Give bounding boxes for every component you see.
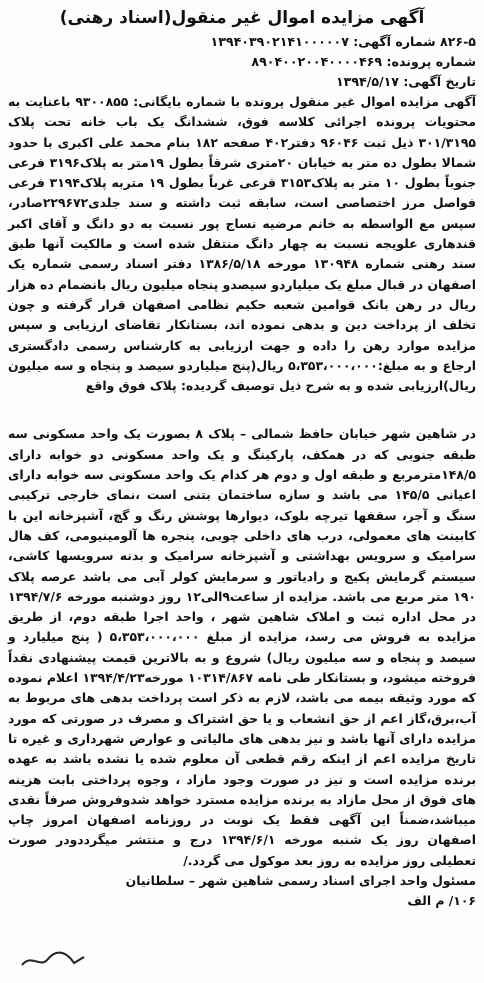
notice-paragraph-1: آگهی مزایده اموال غیر منقول پرونده با شماره بایگانی: ۹۳۰۰۸۵۵ باعنایت به محتویات پرونده اجرائی کلاسه فوق، ششدانگ یک باب خانه تحت پلاک ۳۰۱/۳۱۹۵ ذیل ثبت ۹۶۰۴۶ دفتر۴۰۲ صفحه ۱۸۲ بنام محمد علی اکبری با حدود شمالا بطول ده متر به خیابان ۲۰متری شرقاً بطول ۱۹متر به پلاک۳۱۹۶ فرعی جنوباً بطول ۱۰ متر به پلاک۳۱۵۳ فرعی غرباً بطول ۱۹ متربه پلاک۳۱۹۴ فرعی فواصل مرز اختصاصی است، سابقه ثبت داشته و سند جلدی۲۲۹۶۷۲صادر، سپس مع الواسطه به خانم مرضیه نساج پور نسبت به دو دانگ و آقای اکبر قندهاری علویجه نسبت به چهار دانگ منتقل شده است و مالکیت آنها طبق سند رهنی شماره ۱۳۰۹۴۸ مورخه ۱۳۸۶/۵/۱۸ دفتر اسناد رسمی شماره یک اصفهان در قبال مبلغ یک میلیاردو سیصدو پنجاه میلیون ریال بانضمام ده هزار ریال در رهن بانک قوامین شعبه حکیم نظامی اصفهان قرار گرفته و چون تخلف از پرداخت دین و بدهی نموده اند، بستانکار تقاضای ارزیابی و سپس مزایده موارد رهن را داده و جهت ارزیابی به کارشناس رسمی دادگستری ارجاع و به مبلغ:۵،۳۵۳،۰۰۰،۰۰۰ ریال(پنج میلیاردو سیصد و پنجاه و سه میلیون ریال)ارزیابی شده و به شرح ذیل توصیف گردیده: پلاک فوق واقع <box>8 94 477 394</box>
footer-code: ۱۰۶/ م الف <box>407 892 476 908</box>
file-number: شماره پرونده: ۸۹۰۴۰۰۲۰۰۴۰۰۰۰۴۶۹ <box>251 54 476 69</box>
notice-paragraph-2: در شاهین شهر خیابان حافظ شمالی – پلاک ۸ بصورت یک واحد مسکونی سه طبقه جنوبی که در همکف، پارکینگ و یک واحد مسکونی دو خوابه دارای ۱۴۸/۵مترمربع و طبقه اول و دوم هر کدام یک واحد مسکونی سه خوابه دارای اعیانی ۱۴۵/۵ می باشد و سازه ساختمان بتنی است ،نمای خارجی ترکیبی سنگ و آجر، سقفها تیرچه بلوک، دیوارها پوشش رنگ و گچ، آشپزخانه این با کابینت های معمولی، درب های داخلی چوبی، پنجره ها آلومینیومی، کف هال سرامیک و سرویس بهداشتی و آشپزخانه سرامیک و بدنه سرویسها کاشی، سیستم گرمایش پکیج و رادیاتور و سرمایش کولر آبی می باشد عرصه پلاک ۱۹۰ متر مربع می باشد. مزایده از ساعت۹الی۱۲ روز دوشنبه مورخه ۱۳۹۴/۷/۶ در محل اداره ثبت و املاک شاهین شهر ، واحد اجرا طبقه دوم، از طریق مزایده به فروش می رسد، مزایده از مبلغ ۵،۳۵۳،۰۰۰،۰۰۰ ( پنج میلیارد و سیصد و پنجاه و سه میلیون ریال) شروع و به بالاترین قیمت پیشنهادی نقداً فروخته میشود، و بستانکار طی نامه ۱۰۳۱۴/۸۶۷ مورخه۱۳۹۴/۴/۲۳ اعلام نموده که مورد وثیقه بیمه می باشد، لازم به ذکر است پرداخت بدهی های مربوط به آب،برق،گاز اعم از حق انشعاب و یا حق اشتراک و مصرف در صورتی که مورد مزایده دارای آنها باشد و نیز بدهی های مالیاتی و عوارض شهرداری و غیره تا تاریخ مزایده اعم از اینکه رقم قطعی آن معلوم شده یا نشده باشد به عهده برنده مزایده است و نیز در صورت وجود مازاد ، وجوه پرداختی بابت هزینه های فوق از محل مازاد به برنده مزایده مسترد خواهد شدوفروش صرفاً نقدی میباشد،ضمناً این آگهی فقط یک نوبت در روزنامه اصفهان امروز چاپ اصفهان روز یک شنبه مورخه ۱۳۹۴/۶/۱ درج و منتشر میگرددودر صورت تعطیلی روز مزایده به روز بعد موکول می گردد./ <box>8 426 477 868</box>
notice-title: آگهی مزایده اموال غیر منقول(اسناد رهنی) <box>59 8 425 28</box>
fold-gap <box>8 396 476 424</box>
signature-line: مسئول واحد اجرای اسناد رسمی شاهین شهر – سلطانیان <box>125 872 476 888</box>
handwritten-mark <box>18 947 88 973</box>
ad-number: ۸۲۶-۵ شماره آگهی: ۱۳۹۴۰۳۹۰۲۱۴۱۰۰۰۰۰۷ <box>210 34 476 49</box>
notice-meta <box>8 32 476 92</box>
notice-date: تاریخ آگهی: ۱۳۹۴/۵/۱۷ <box>335 74 476 89</box>
